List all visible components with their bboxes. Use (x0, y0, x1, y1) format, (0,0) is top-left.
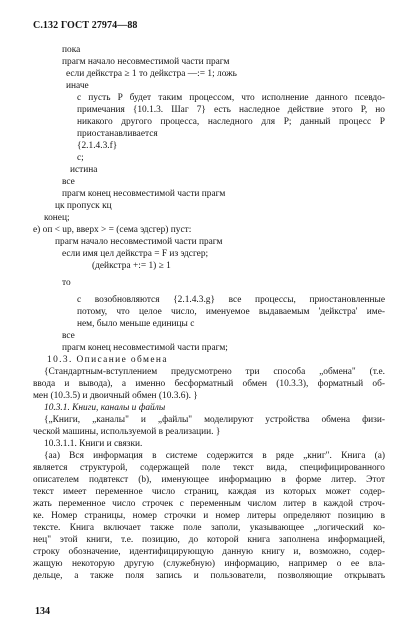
code-line: e) оп < up, вверх > = (сема эдсгер) пуст: (33, 225, 192, 235)
paragraph-line: {аа) Вся информация в системе содержится в ряде „книг". Книга (а) (44, 451, 385, 461)
paragraph-line: нец" этой книги, т.е. позицию, до которой книга заполнена информацией, (33, 535, 385, 545)
paragraph-line: жать переменное число строчек с переменным числом литер в каждой строч- (33, 499, 385, 509)
paragraph-line: мен (10.3.5) и двоичный обмен (10.3.6). } (33, 391, 198, 401)
code-line: все (62, 177, 75, 187)
paragraph-line: {„Книги, „каналы" и „файлы" моделируют устройства обмена физи- (44, 415, 385, 425)
paragraph-line: ке. Номер страницы, номер строчки и номер литеры определяют позицию в (33, 511, 385, 521)
code-line: с возобновляются {2.1.4.3.g} все процессы, приостановленные (77, 295, 385, 305)
code-line: все (62, 331, 75, 341)
code-line: прагм конец несовместимой части прагм (62, 189, 226, 199)
paragraph-line: тексте. Книга включает также поле заполи, указывающее „логический ко- (33, 523, 385, 533)
code-line: истина (70, 165, 98, 175)
code-line: цк пропуск кц (55, 201, 112, 211)
code-line: с; (77, 153, 84, 163)
section-heading: 10.3. Описание обмена (47, 355, 168, 365)
code-line: то (62, 278, 71, 288)
paragraph-line: ввода и вывода), а именно бесформатный обмен (10.3.3), форматный об- (33, 379, 385, 389)
code-line: {2.1.4.3.f} (77, 141, 118, 151)
code-line: (дейкстра +:= 1) ≥ 1 (92, 261, 171, 271)
subsection-heading: 10.3.1. Книги, каналы и файлы (44, 403, 166, 413)
code-line: иначе (66, 81, 89, 91)
code-line: потому, что целое число, именуемое выдаваемым 'дейкстра' име- (77, 307, 385, 317)
code-line: нем, было меньше единицы с (77, 319, 195, 329)
subsubsection-heading: 10.3.1.1. Книги и связки. (44, 439, 143, 449)
code-line: с пусть P будет таким процессом, что исполнение данного псевдо- (77, 93, 385, 103)
paragraph-line: {Стандартным-вступлением предусмотрено три способа „обмена" (т.е. (44, 367, 385, 377)
code-line: конец; (44, 213, 70, 223)
code-line: прагм начало несовместимой части прагм (62, 57, 230, 67)
paragraph-line: является структурой, содержащей поле текст вида, специфицированного (33, 463, 385, 473)
code-line: прагм конец несовместимой части прагм; (62, 343, 228, 353)
code-line: если дейкстра ≥ 1 то дейкстра —:= 1; ложь (66, 69, 237, 79)
code-line: если имя цел дейкстра = F из эдсгер; (62, 249, 209, 259)
code-line: прагм начало несовместимой части прагм (55, 237, 223, 247)
page-number: 134 (35, 606, 50, 617)
paragraph-line: текст имеет переменное число страниц, каждая из которых может содер- (33, 487, 385, 497)
running-header: С.132 ГОСТ 27974—88 (33, 20, 138, 31)
paragraph-line: дельце, а также поля запись и пользователи, позволяющие открывать (33, 571, 385, 581)
code-line: пока (62, 45, 81, 55)
paragraph-line: описателем подвтекст (b), именующее информацию в форме литер. Этот (33, 475, 385, 485)
paragraph-line: строку обозначение, идентифицирующую данную книгу и, возможно, содер- (33, 547, 385, 557)
code-line: примечания {10.1.3. Шаг 7} есть наследное действие этого P, но (77, 105, 385, 115)
paragraph-line: жащую некоторую другую (служебную) информацию, например о ее вла- (33, 559, 385, 569)
paragraph-line: ческой машины, используемой в реализации. } (33, 427, 221, 437)
code-line: приостанавливается (77, 129, 158, 139)
code-line: никакого другого процесса, наследного для P; данный процесс P (77, 117, 385, 127)
